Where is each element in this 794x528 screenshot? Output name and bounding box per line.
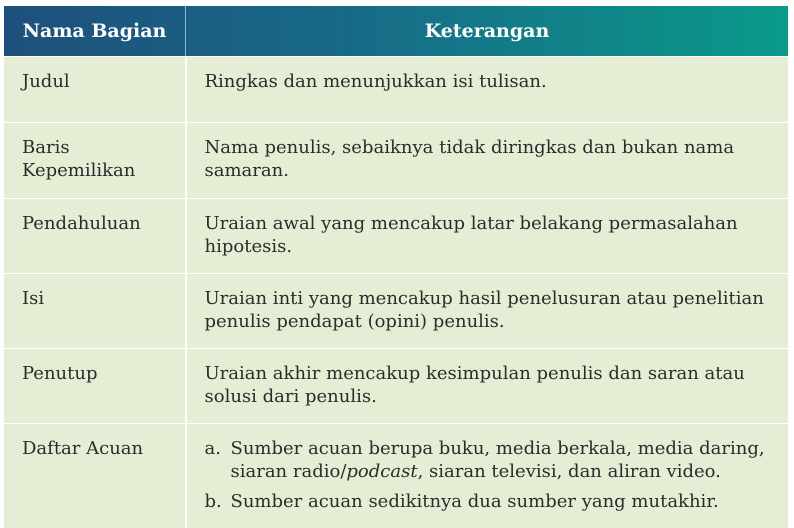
cell-keterangan: Uraian awal yang mencakup latar belakang permasalahan hipotesis. [186, 199, 789, 274]
cell-bagian: Daftar Acuan [4, 424, 186, 528]
list-item-text: Sumber acuan sedikitnya dua sumber yang mutakhir. [231, 490, 775, 513]
cell-keterangan [186, 424, 789, 528]
header-nama-bagian: Nama Bagian [4, 6, 186, 57]
table-row [4, 274, 788, 349]
cell-keterangan: Uraian inti yang mencakup hasil penelusuran atau penelitian penulis pendapat (opini) penulis. [186, 274, 789, 349]
header-keterangan: Keterangan [186, 6, 789, 57]
table-row [4, 57, 788, 123]
list-marker: b. [205, 490, 231, 513]
list-item [205, 490, 775, 513]
table-row [4, 424, 788, 528]
cell-bagian: Isi [4, 274, 186, 349]
table-row [4, 349, 788, 424]
cell-keterangan: Ringkas dan menunjukkan isi tulisan. [186, 57, 789, 123]
cell-bagian: Pendahuluan [4, 199, 186, 274]
reference-list [205, 437, 775, 513]
table-header-row [4, 6, 788, 57]
list-item-text [231, 437, 775, 483]
list-text-part: Sumber acuan berupa buku, media berkala, media daring, siaran radio/ [231, 438, 765, 482]
table-row [4, 123, 788, 199]
table-row [4, 199, 788, 274]
cell-keterangan: Uraian akhir mencakup kesimpulan penulis dan saran atau solusi dari penulis. [186, 349, 789, 424]
list-item [205, 437, 775, 483]
list-text-part: , siaran televisi, dan aliran video. [418, 461, 721, 482]
cell-bagian: Penutup [4, 349, 186, 424]
list-marker: a. [205, 437, 231, 483]
cell-bagian: Baris Kepemilikan [4, 123, 186, 199]
cell-bagian: Judul [4, 57, 186, 123]
structure-table [4, 6, 788, 528]
cell-keterangan: Nama penulis, sebaiknya tidak diringkas dan bukan nama samaran. [186, 123, 789, 199]
list-text-italic: podcast [346, 461, 417, 482]
